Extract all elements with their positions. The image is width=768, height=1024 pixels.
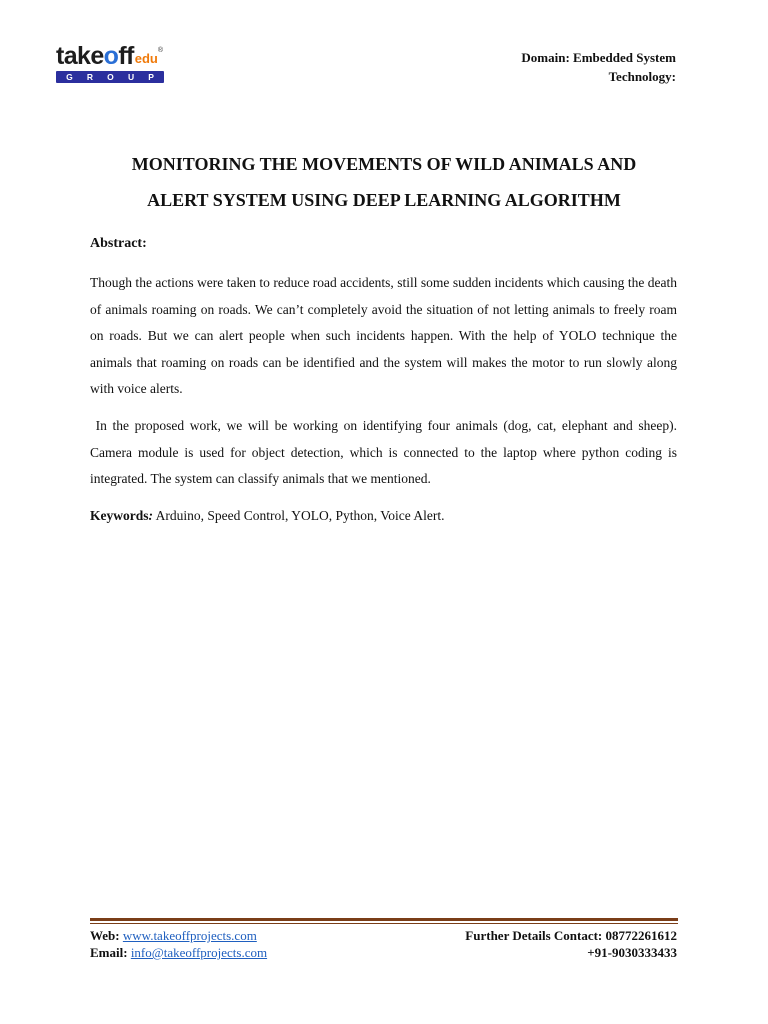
logo-group-letter: R [86, 72, 93, 82]
abstract-paragraph-2: In the proposed work, we will be working on identifying four animals (dog, cat, elephant and sheep). Camera module is used for object detection, which is connected to the laptop where python coding is integrated. The system can classify animals that we mentioned. [90, 418, 681, 486]
logo-group-letter: U [127, 72, 135, 82]
abstract-heading: Abstract: [90, 236, 147, 251]
logo-word-o: o [103, 42, 119, 70]
keywords-label: Keywords [90, 508, 149, 523]
keywords-colon: : [148, 508, 153, 523]
footer-web-row [90, 927, 267, 944]
logo-group-letter: G [66, 72, 73, 82]
keywords-line [90, 508, 445, 524]
website-link[interactable]: www.takeoffprojects.com [122, 928, 257, 943]
phone-line: +91-9030333433 [587, 945, 677, 960]
footer-divider [90, 918, 678, 921]
header-domain-info [521, 48, 676, 86]
logo-word-take: take [56, 42, 104, 70]
abstract-paragraph-1: Though the actions were taken to reduce road accidents, still some sudden incidents which causing the death of animals roaming on roads. We can’t completely avoid the situation of not letting animals to freely roam on roads. But we can alert people when such incidents happen. With the help of YOLO technique the animals that roaming on roads can be identified and the system will makes the motor to run slowly along with voice alerts. [90, 275, 677, 396]
technology-line: Technology: [608, 69, 676, 84]
footer-divider-thin [90, 923, 678, 924]
domain-line: Domain: Embedded System [521, 50, 676, 65]
logo-group-band [56, 71, 164, 83]
web-label: Web: [90, 928, 123, 943]
footer-phone-info [465, 927, 677, 961]
keywords-text: Arduino, Speed Control, YOLO, Python, Voice Alert. [153, 508, 445, 523]
logo-word-ff: ff [118, 42, 134, 70]
email-label: Email: [90, 945, 131, 960]
title-line-1: MONITORING THE MOVEMENTS OF WILD ANIMALS AND [131, 154, 637, 174]
title-line-2: ALERT SYSTEM USING DEEP LEARNING ALGORITHM [147, 190, 621, 210]
company-logo [56, 44, 168, 86]
footer-contact-links [90, 927, 267, 961]
footer-email-row [90, 944, 267, 961]
logo-wordmark [56, 44, 163, 69]
logo-registered-mark: ® [157, 47, 164, 54]
logo-edu: edu [134, 51, 158, 66]
email-link[interactable]: info@takeoffprojects.com [130, 945, 268, 960]
document-title [80, 146, 688, 218]
logo-group-letter: P [148, 72, 154, 82]
contact-line: Further Details Contact: 08772261612 [465, 928, 677, 943]
logo-group-letter: O [107, 72, 114, 82]
